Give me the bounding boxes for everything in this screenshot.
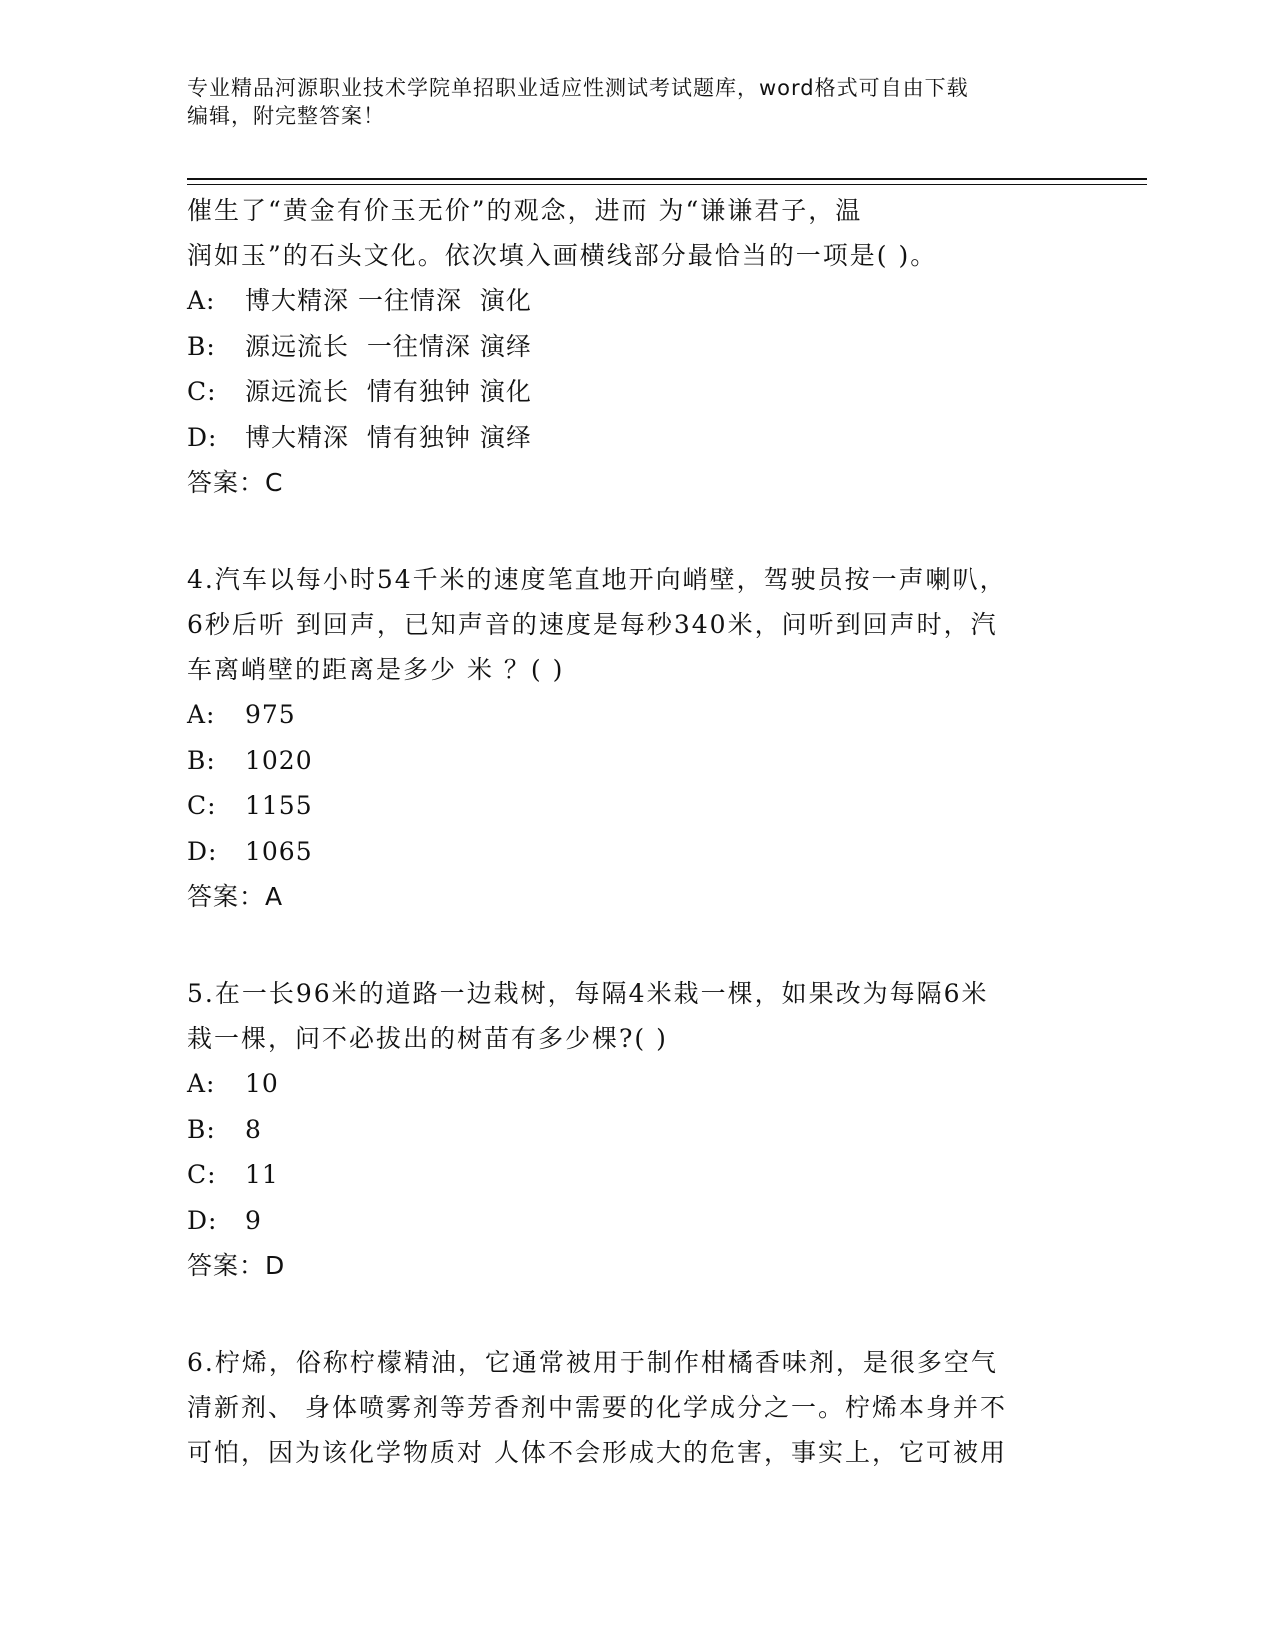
option-a bbox=[187, 692, 1077, 738]
question-4 bbox=[187, 557, 1077, 919]
option-c bbox=[187, 1152, 1077, 1198]
answer: 答案：A bbox=[187, 882, 284, 911]
option-d bbox=[187, 829, 1077, 875]
option-key: A: bbox=[187, 1069, 216, 1098]
option-key: C: bbox=[187, 791, 217, 820]
option-key: A: bbox=[187, 700, 216, 729]
document-body bbox=[187, 188, 1077, 1475]
option-key: D: bbox=[187, 836, 218, 866]
option-key: B: bbox=[187, 331, 216, 361]
question-stem-line: 5.在一长96米的道路一边栽树，每隔4米栽一棵，如果改为每隔6米 bbox=[187, 979, 989, 1008]
option-text: 975 bbox=[245, 700, 296, 729]
header-line-1: 专业精品河源职业技术学院单招职业适应性测试考试题库，word格式可自由下载 bbox=[187, 76, 969, 100]
option-b bbox=[187, 324, 1077, 370]
header-line-2: 编辑，附完整答案！ bbox=[187, 104, 385, 128]
question-stem-line: 6.柠烯，俗称柠檬精油，它通常被用于制作柑橘香味剂，是很多空气 bbox=[187, 1348, 998, 1377]
option-a bbox=[187, 278, 1077, 324]
option-c bbox=[187, 783, 1077, 829]
option-text: 11 bbox=[245, 1160, 279, 1189]
option-key: A: bbox=[187, 286, 216, 315]
option-text: 1155 bbox=[245, 791, 313, 820]
option-key: C: bbox=[187, 377, 217, 406]
option-d bbox=[187, 1198, 1077, 1244]
option-d bbox=[187, 415, 1077, 461]
question-stem-line: 润如玉”的石头文化。依次填入画横线部分最恰当的一项是( )。 bbox=[187, 241, 938, 270]
option-b bbox=[187, 738, 1077, 784]
spacer bbox=[187, 919, 1077, 971]
spacer bbox=[187, 1288, 1077, 1340]
option-key: D: bbox=[187, 422, 218, 452]
question-stem-line: 4.汽车以每小时54千米的速度笔直地开向峭壁，驾驶员按一声喇叭， bbox=[187, 565, 1007, 594]
header-divider-thin bbox=[187, 184, 1147, 185]
option-text: 源远流长 一往情深 演绎 bbox=[245, 331, 532, 361]
option-text: 8 bbox=[245, 1114, 262, 1144]
spacer bbox=[187, 505, 1077, 557]
option-a bbox=[187, 1061, 1077, 1107]
option-text: 1020 bbox=[245, 745, 313, 775]
option-c bbox=[187, 369, 1077, 415]
question-stem-line: 车离峭壁的距离是多少 米 ？( ) bbox=[187, 655, 565, 684]
question-stem-line: 6秒后听 到回声，已知声音的速度是每秒340米，问听到回声时，汽 bbox=[187, 610, 998, 639]
option-text: 博大精深 一往情深 演化 bbox=[245, 286, 532, 315]
answer: 答案：C bbox=[187, 468, 284, 497]
option-key: C: bbox=[187, 1160, 217, 1189]
question-stem-line: 催生了“黄金有价玉无价”的观念，进而 为“谦谦君子，温 bbox=[187, 196, 863, 225]
document-header bbox=[187, 74, 1087, 130]
question-stem-line: 栽一棵，问不必拔出的树苗有多少棵?( ) bbox=[187, 1024, 668, 1053]
option-text: 博大精深 情有独钟 演绎 bbox=[245, 422, 532, 452]
question-5 bbox=[187, 971, 1077, 1288]
option-b bbox=[187, 1107, 1077, 1153]
option-key: D: bbox=[187, 1205, 218, 1235]
option-text: 1065 bbox=[245, 836, 313, 866]
question-3 bbox=[187, 188, 1077, 505]
question-stem-line: 清新剂、 身体喷雾剂等芳香剂中需要的化学成分之一。柠烯本身并不 bbox=[187, 1393, 1007, 1422]
option-text: 10 bbox=[245, 1069, 279, 1098]
option-text: 9 bbox=[245, 1205, 262, 1235]
option-key: B: bbox=[187, 745, 216, 775]
question-stem-line: 可怕，因为该化学物质对 人体不会形成大的危害，事实上，它可被用 bbox=[187, 1438, 1007, 1467]
answer: 答案：D bbox=[187, 1251, 286, 1280]
header-divider-thick bbox=[187, 178, 1147, 180]
option-key: B: bbox=[187, 1114, 216, 1144]
question-6 bbox=[187, 1340, 1077, 1475]
option-text: 源远流长 情有独钟 演化 bbox=[245, 377, 532, 406]
